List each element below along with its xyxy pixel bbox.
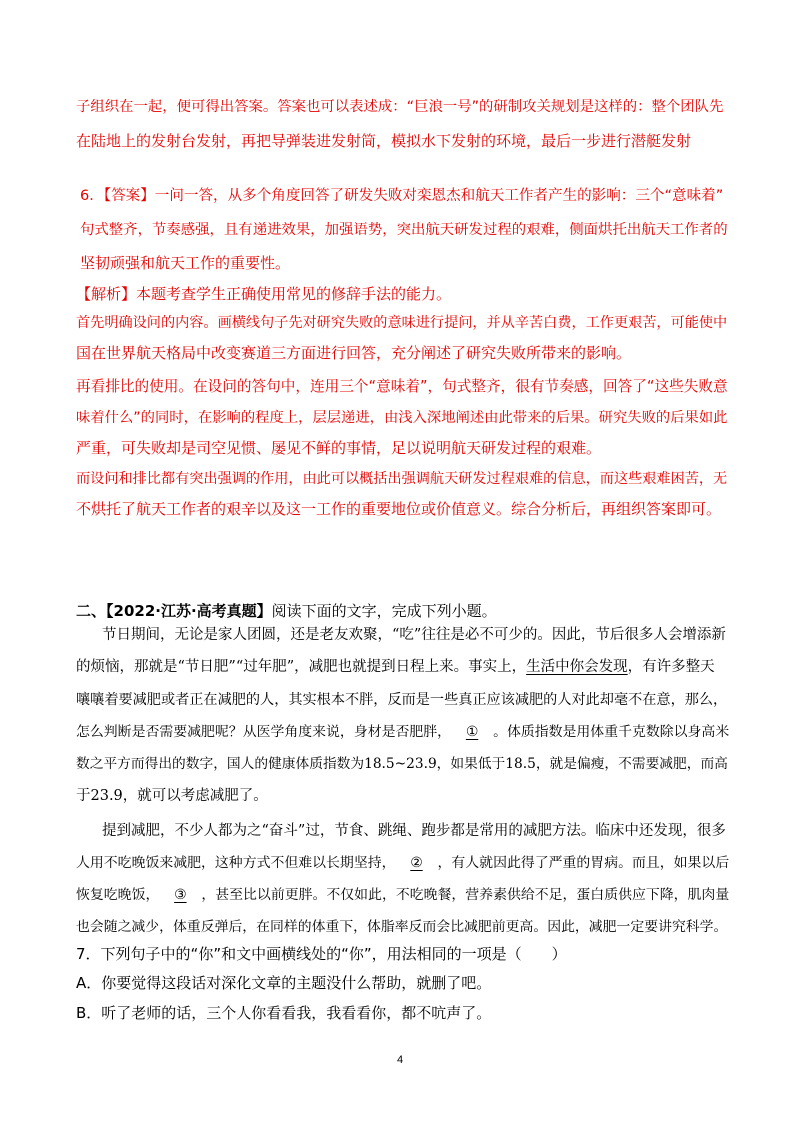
passage-line bbox=[76, 722, 729, 742]
q6-answer-line: 句式整齐，节奏感强，且有递进效果，加强语势，突出航天研发过程的艰难，侧面烘托出航天工作者的 bbox=[80, 222, 728, 238]
q6-analysis-heading: 【解析】本题考查学生正确使用常见的修辞手法的能力。 bbox=[76, 285, 452, 303]
option-b[interactable]: B．听了老师的话，三个人你看看我，我看看你，都不吭声了。 bbox=[76, 1004, 492, 1022]
passage-line: 也会随之减少，体重反弹后，在同样的体重下，体脂率反而会比减肥前更高。因此，减肥一定要讲究科学。 bbox=[76, 919, 728, 935]
passage-line bbox=[76, 853, 729, 873]
q6-analysis-line: 不烘托了航天工作者的艰辛以及这一工作的重要地位或价值意义。综合分析后，再组织答案即可。 bbox=[76, 500, 722, 518]
passage-line: 嚷嚷着要减肥或者正在减肥的人，其实根本不胖，反而是一些真正应该减肥的人对此却毫不在意，那么， bbox=[76, 692, 728, 708]
section-heading bbox=[76, 601, 497, 621]
q6-analysis-line: 而设问和排比都有突出强调的作用，由此可以概括出强调航天研发过程艰难的信息，而这些艰难困苦，无 bbox=[76, 471, 728, 487]
question-7-stem: 7．下列句子中的“你”和文中画横线处的“你”，用法相同的一项是（ ） bbox=[76, 945, 567, 963]
passage-text: ，有许多整天 bbox=[627, 659, 715, 675]
underlined-phrase: 生活中你会发现 bbox=[526, 659, 628, 675]
passage-text: 怎么判断是否需要减肥呢？从医学角度来说，身材是否肥胖， bbox=[76, 724, 452, 740]
answer-text: 子组织在一起，便可得出答案。答案也可以表述成：“巨浪一号”的研制攻关规划是这样的：整个团队先 bbox=[76, 99, 724, 115]
passage-text: ，甚至比以前更胖。不仅如此，不吃晚餐，营养素供给不足，蛋白质供应下降，肌肉量 bbox=[201, 887, 730, 903]
passage-line: 数之平方而得出的数字，国人的健康体质指数为18.5~23.9，如果低于18.5，就是偏瘦，不需要减肥，而高 bbox=[76, 756, 728, 772]
passage-text: 的烦恼，那就是“节日肥”“过年肥”，减肥也就提到日程上来。事实上， bbox=[76, 659, 527, 675]
section-number: 二、 bbox=[76, 602, 107, 620]
passage-line: 节日期间，无论是家人团圆，还是老友欢聚，“吃”往往是必不可少的。因此，节后很多人会增添新 bbox=[102, 627, 726, 643]
q6-answer-text: 6．【答案】一问一答，从多个角度回答了研发失败对栾恩杰和航天工作者产生的影响：三个“意味着” bbox=[80, 187, 724, 204]
q6-analysis-line: 首先明确设问的内容。画横线句子先对研究失败的意味进行提问，并从辛苦白费，工作更艰苦，可能使中 bbox=[76, 315, 728, 331]
section-source: 【2022·江苏·高考真题】 bbox=[106, 602, 272, 620]
passage-text: 恢复吃晚饭， bbox=[76, 887, 160, 903]
passage-line: 于23.9，就可以考虑减肥了。 bbox=[76, 788, 268, 804]
q6-analysis-line: 再看排比的使用。在设问的答句中，连用三个“意味着”，句式整齐，很有节奏感，回答了“这些失败意 bbox=[76, 378, 728, 395]
passage-text: ，有人就因此得了严重的胃病。而且，如果以后 bbox=[437, 855, 730, 871]
passage-text: 人用不吃晚饭来减肥，这种方式不但难以长期坚持， bbox=[76, 855, 396, 871]
answer-continued-line bbox=[76, 97, 724, 117]
q6-analysis-line: 严重，可失败却是司空见惯、屡见不鲜的事情，足以说明航天研发过程的艰难。 bbox=[76, 439, 602, 457]
passage-line bbox=[76, 885, 729, 905]
q6-analysis-line: 国在世界航天格局中改变赛道三方面进行回答，充分阐述了研究失败所带来的影响。 bbox=[76, 344, 632, 362]
q6-answer-line bbox=[80, 186, 724, 206]
q6-answer-line: 坚韧顽强和航天工作的重要性。 bbox=[80, 254, 291, 272]
blank-1: ① bbox=[465, 724, 479, 740]
passage-line bbox=[76, 657, 715, 677]
answer-continued-line: 在陆地上的发射台发射，再把导弹装进发射筒，模拟水下发射的环境，最后一步进行潜艇发射 bbox=[76, 132, 692, 150]
page-number: 4 bbox=[396, 1054, 404, 1066]
q6-analysis-line: 味着什么”的同时，在影响的程度上，层层递进，由浅入深地阐述由此带来的后果。研究失败的后果如此 bbox=[76, 410, 728, 426]
passage-line: 提到减肥，不少人都为之“奋斗”过，节食、跳绳、跑步都是常用的减肥方法。临床中还发现，很多 bbox=[102, 823, 726, 839]
blank-3: ③ bbox=[174, 887, 187, 903]
section-instruction: 阅读下面的文字，完成下列小题。 bbox=[271, 602, 497, 620]
blank-2: ② bbox=[410, 855, 423, 871]
option-a[interactable]: A．你要觉得这段话对深化文章的主题没什么帮助，就删了吧。 bbox=[76, 974, 492, 992]
passage-text: 。体质指数是用体重千克数除以身高米 bbox=[493, 724, 730, 740]
